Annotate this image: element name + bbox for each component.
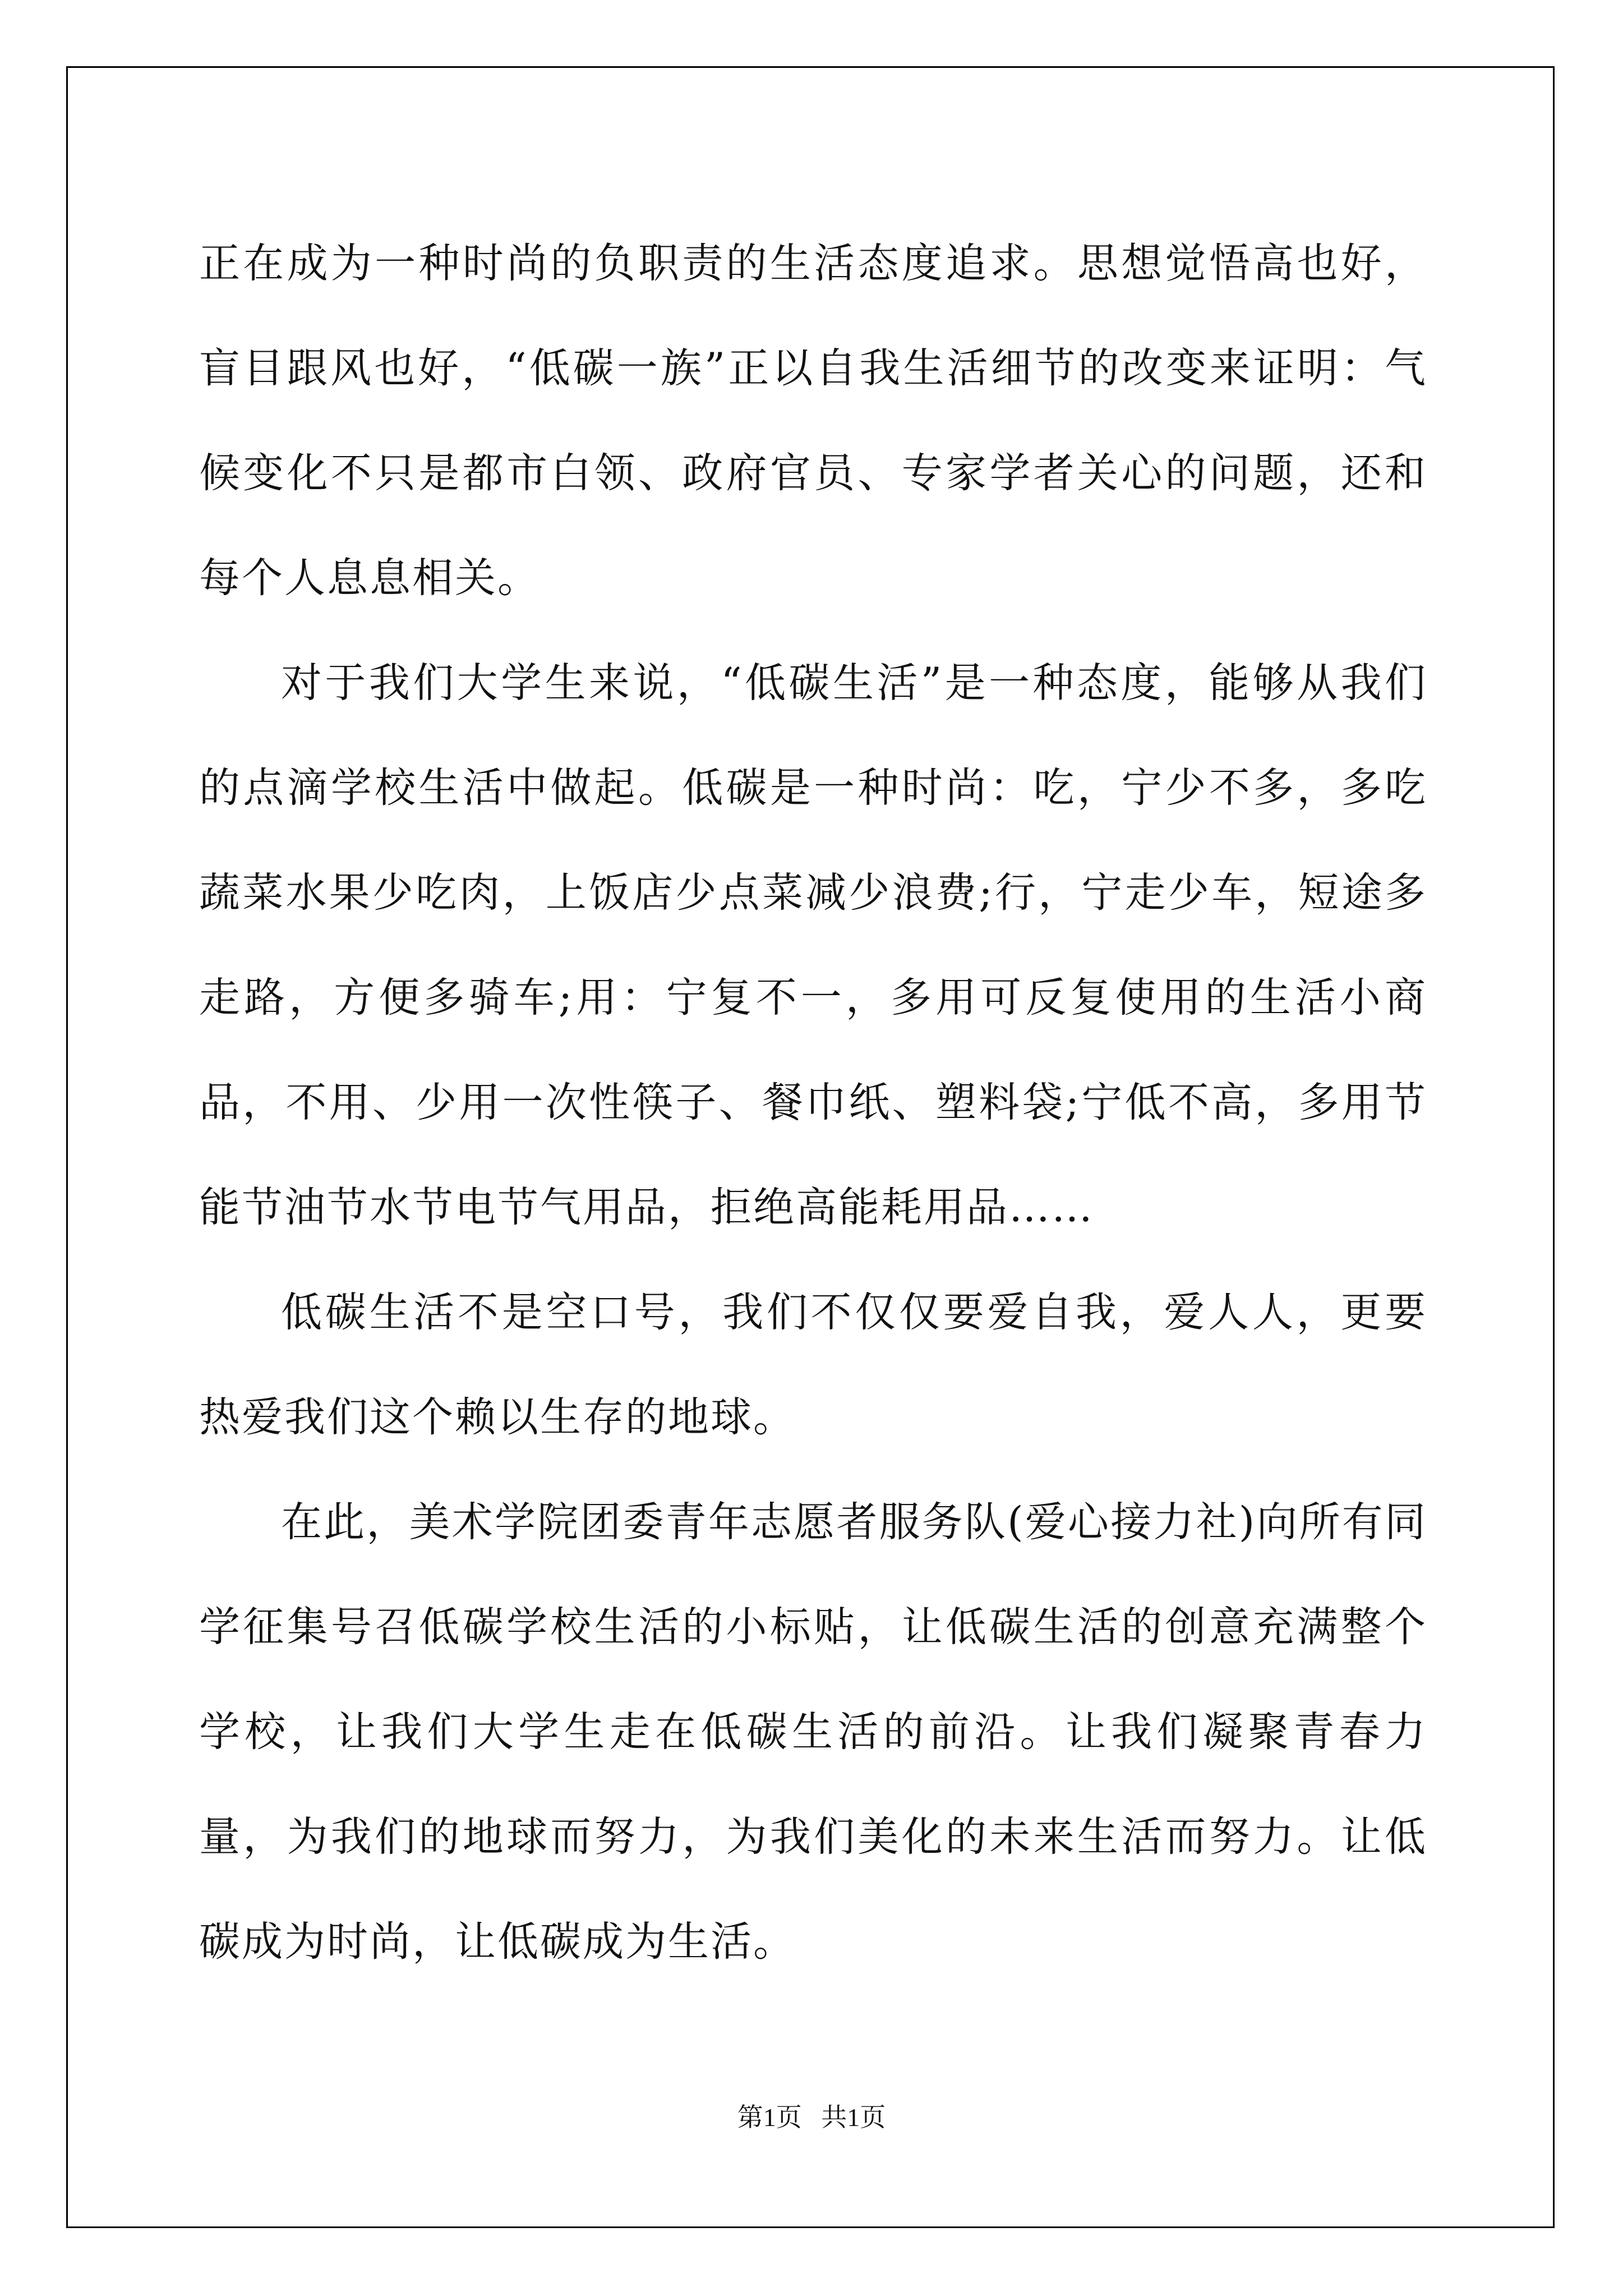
- paragraph-1: 正在成为一种时尚的负职责的生活态度追求。思想觉悟高也好，盲目跟风也好，“低碳一族”正以自我生活细节的改变来证明：气候变化不只是都市白领、政府官员、专家学者关心的问题，还和每个人息息相关。: [199, 240, 1427, 602]
- paragraph-4: 在此，美术学院团委青年志愿者服务队(爱心接力社)向所有同学征集号召低碳学校生活的小标贴，让低碳生活的创意充满整个学校，让我们大学生走在低碳生活的前沿。让我们凝聚青春力量，为我们的地球而努力，为我们美化的未来生活而努力。让低碳成为时尚，让低碳成为生活。: [199, 1498, 1427, 1966]
- paragraph-3: 低碳生活不是空口号，我们不仅仅要爱自我，爱人人，更要热爱我们这个赖以生存的地球。: [199, 1289, 1427, 1441]
- page-number-footer: 第1页 共1页: [737, 2103, 886, 2132]
- document-body: [199, 211, 1427, 1994]
- paragraph-2: 对于我们大学生来说，“低碳生活”是一种态度，能够从我们的点滴学校生活中做起。低碳是一种时尚：吃，宁少不多，多吃蔬菜水果少吃肉，上饭店少点菜减少浪费;行，宁走少车，短途多走路，方便多骑车;用：宁复不一，多用可反复使用的生活小商品，不用、少用一次性筷子、餐巾纸、塑料袋;宁低不高，多用节能节油节水节电节气用品，拒绝高能耗用品……: [199, 659, 1427, 1231]
